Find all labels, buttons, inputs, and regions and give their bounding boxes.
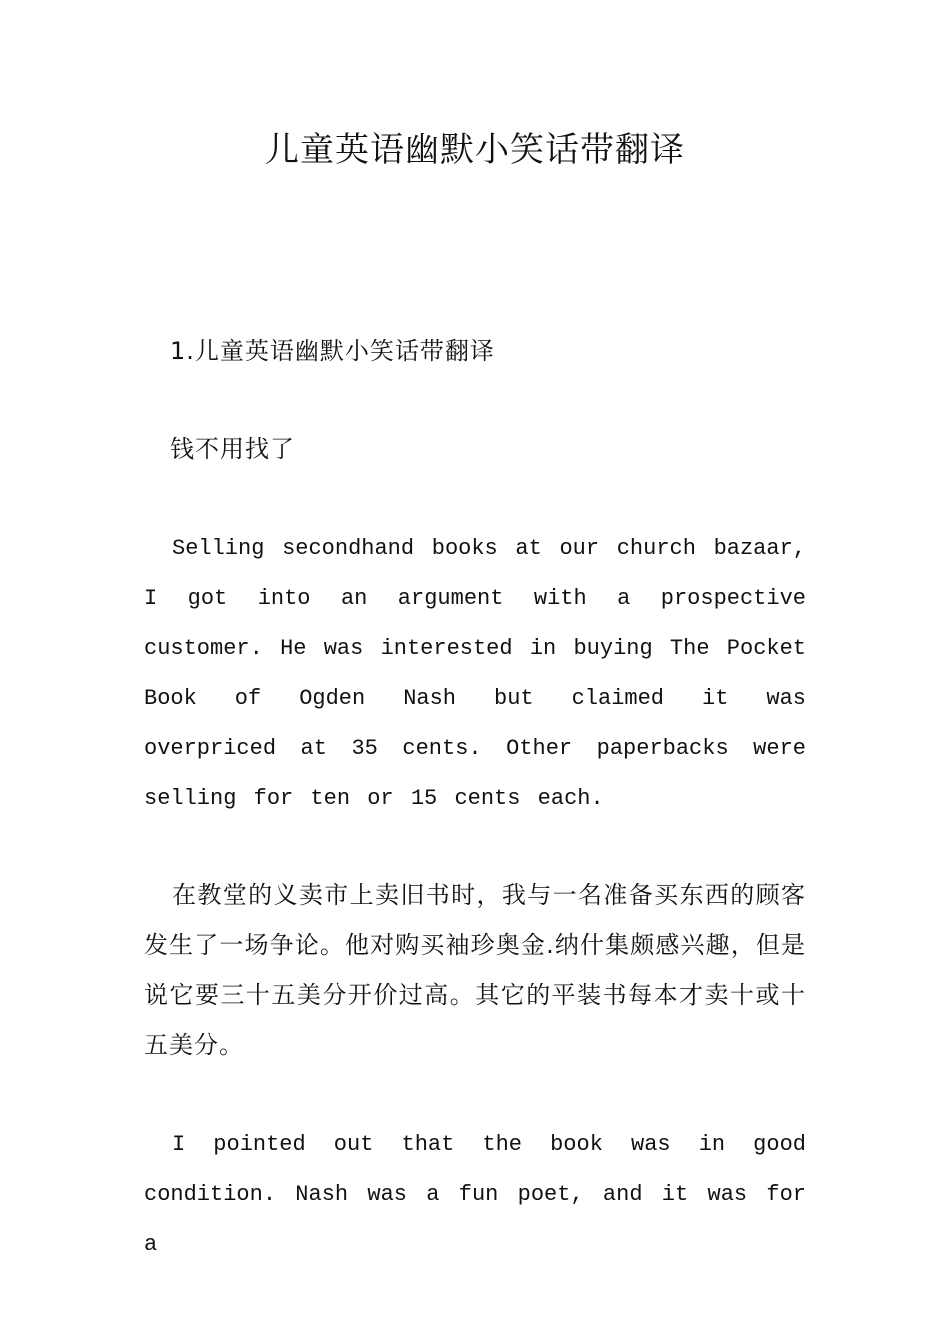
story-title: 钱不用找了 bbox=[170, 435, 295, 463]
document-title: 儿童英语幽默小笑话带翻译 bbox=[265, 130, 685, 170]
paragraph-chinese-1: 在教堂的义卖市上卖旧书时，我与一名准备买东西的顾客发生了一场争论。他对购买袖珍奥金.纳什集颇感兴趣，但是说它要三十五美分开价过高。其它的平装书每本才卖十或十五美分。 bbox=[144, 881, 806, 1059]
paragraph-english-1: Selling secondhand books at our church bazaar, I got into an argument with a prospective customer. He was interested in buying The Pocket Book of Ogden Nash but claimed it was overpriced at 35 cents. Other paperbacks were selling for ten or 15 cents each. bbox=[144, 536, 806, 811]
paragraph-english-2: I pointed out that the book was in good condition. Nash was a fun poet, and it was for a bbox=[144, 1132, 806, 1257]
section-heading: 1.儿童英语幽默小笑话带翻译 bbox=[170, 337, 495, 365]
